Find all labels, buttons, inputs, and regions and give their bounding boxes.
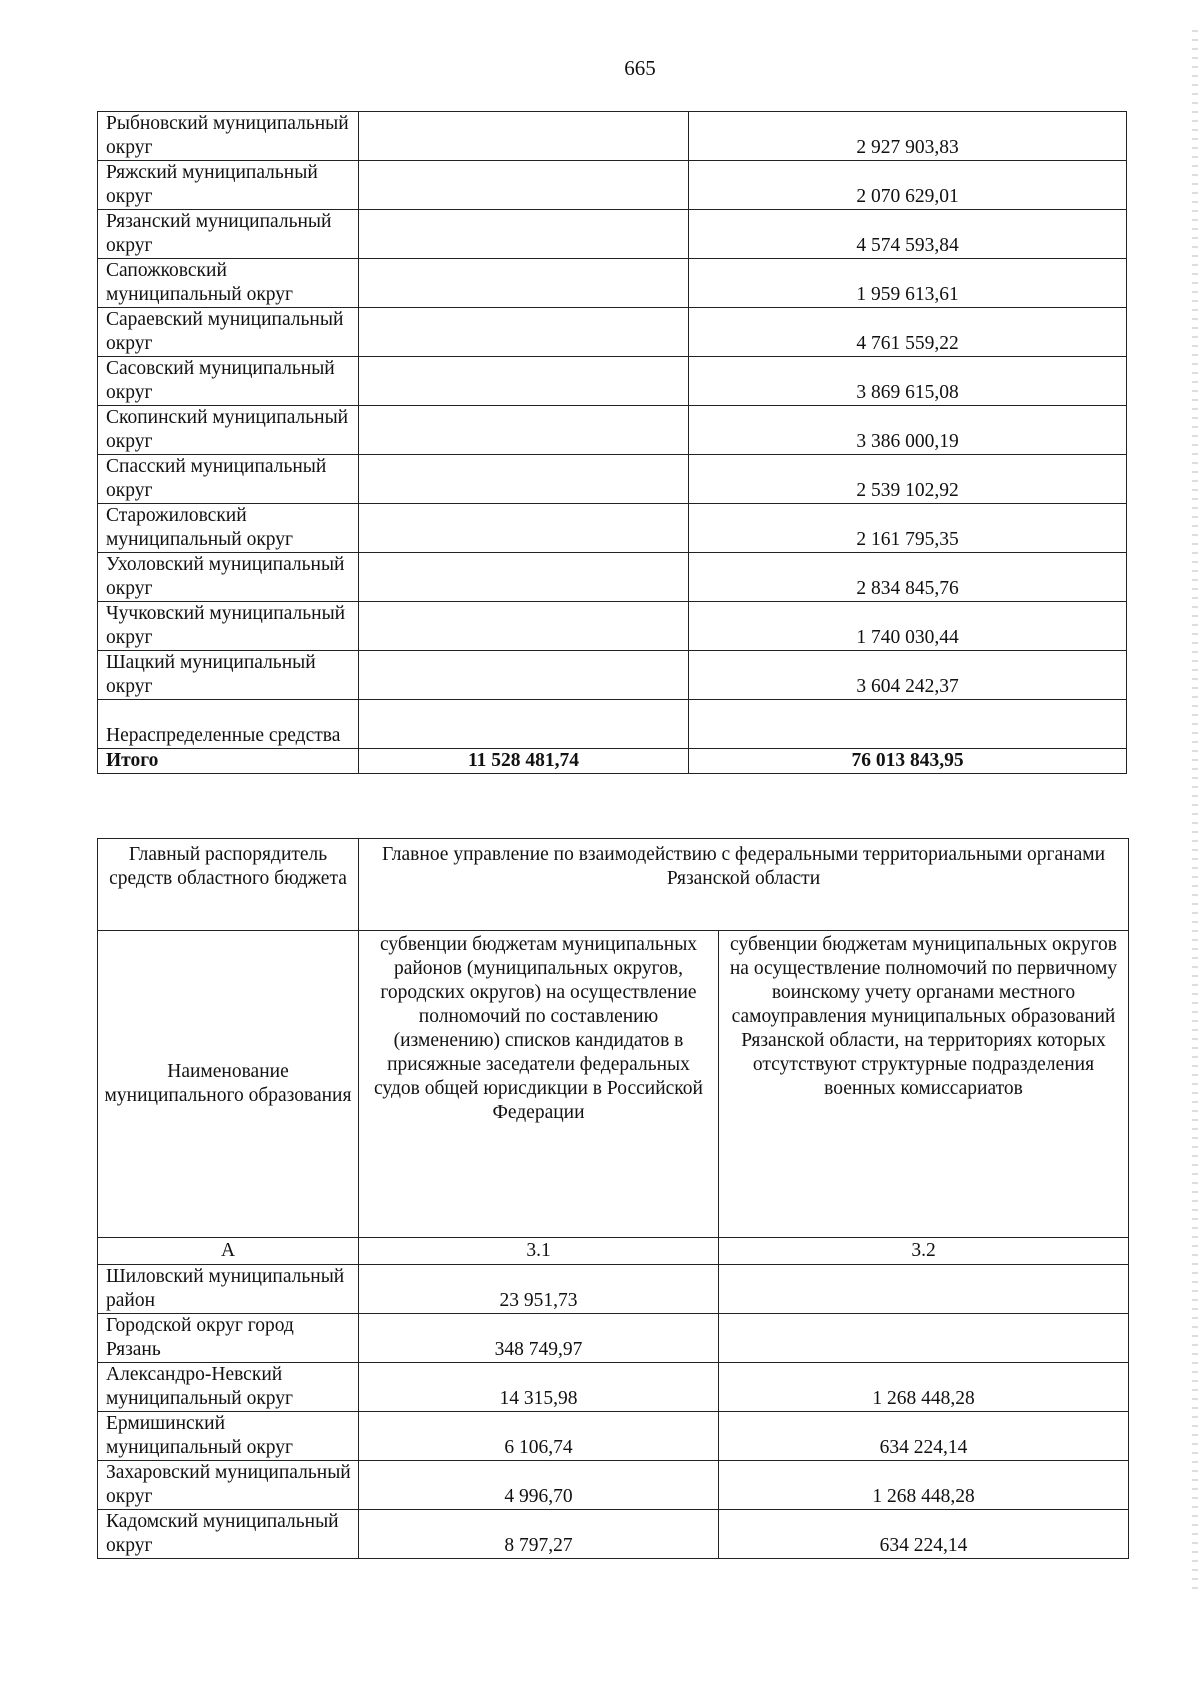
table-row — [98, 651, 1127, 700]
municipality-name: Нераспределенные средства — [98, 700, 359, 749]
amount-col-3-1: 8 797,27 — [359, 1510, 719, 1559]
amount-col1 — [359, 357, 689, 406]
municipality-name: Сапожковский муниципальный округ — [98, 259, 359, 308]
amount-col2: 2 539 102,92 — [689, 455, 1127, 504]
amount-col-3-2: 1 268 448,28 — [719, 1461, 1129, 1510]
amount-col1 — [359, 602, 689, 651]
table-row — [98, 700, 1127, 749]
total-col1: 11 528 481,74 — [359, 749, 689, 774]
table-row — [98, 357, 1127, 406]
amount-col2: 3 604 242,37 — [689, 651, 1127, 700]
amount-col-3-2 — [719, 1265, 1129, 1314]
subvention-table — [97, 838, 1129, 1559]
amount-col2: 3 386 000,19 — [689, 406, 1127, 455]
amount-col-3-2: 634 224,14 — [719, 1412, 1129, 1461]
table-row — [98, 259, 1127, 308]
total-label: Итого — [98, 749, 359, 774]
table-row — [98, 1461, 1129, 1510]
table-row — [98, 112, 1127, 161]
amount-col2 — [689, 700, 1127, 749]
amount-col-3-1: 23 951,73 — [359, 1265, 719, 1314]
table-row — [98, 1363, 1129, 1412]
distributor-label: Главный распорядитель средств областного бюджета — [98, 839, 359, 931]
municipality-name: Кадомский муниципальный округ — [98, 1510, 359, 1559]
distributor-value: Главное управление по взаимодействию с федеральными территориальными органами Рязанской области — [359, 839, 1129, 931]
municipality-name: Ряжский муниципальный округ — [98, 161, 359, 210]
column-code-a: А — [98, 1238, 359, 1265]
table-row — [98, 455, 1127, 504]
amount-col2: 2 161 795,35 — [689, 504, 1127, 553]
name-column-header: Наименование муниципального образования — [98, 931, 359, 1238]
amount-col1 — [359, 553, 689, 602]
amount-col1 — [359, 308, 689, 357]
municipality-name: Сараевский муниципальный округ — [98, 308, 359, 357]
amount-col-3-2 — [719, 1314, 1129, 1363]
table-row — [98, 1412, 1129, 1461]
municipality-name: Рыбновский муниципальный округ — [98, 112, 359, 161]
allocation-table-continued — [97, 111, 1127, 774]
table-row — [98, 210, 1127, 259]
table-row — [98, 1265, 1129, 1314]
amount-col1 — [359, 455, 689, 504]
municipality-name: Александро-Невский муниципальный округ — [98, 1363, 359, 1412]
table-row — [98, 406, 1127, 455]
municipality-name: Старожиловский муниципальный округ — [98, 504, 359, 553]
municipality-name: Городской округ город Рязань — [98, 1314, 359, 1363]
table-row — [98, 553, 1127, 602]
municipality-name: Захаровский муниципальный округ — [98, 1461, 359, 1510]
amount-col1 — [359, 700, 689, 749]
amount-col2: 2 834 845,76 — [689, 553, 1127, 602]
amount-col-3-1: 348 749,97 — [359, 1314, 719, 1363]
column-code-3-2: 3.2 — [719, 1238, 1129, 1265]
amount-col-3-2: 1 268 448,28 — [719, 1363, 1129, 1412]
amount-col2: 4 574 593,84 — [689, 210, 1127, 259]
header-row-columns — [98, 931, 1129, 1238]
table-row — [98, 1510, 1129, 1559]
amount-col1 — [359, 651, 689, 700]
column-3-1-header: субвенции бюджетам муниципальных районов (муниципальных округов, городских округов) на осуществление полномочий по составлению (изменению) списков кандидатов в присяжные заседатели федеральных судов общей юрисдикции в Российской Федерации — [359, 931, 719, 1238]
municipality-name: Ермишинский муниципальный округ — [98, 1412, 359, 1461]
table-row — [98, 161, 1127, 210]
total-row — [98, 749, 1127, 774]
amount-col1 — [359, 210, 689, 259]
municipality-name: Сасовский муниципальный округ — [98, 357, 359, 406]
amount-col-3-2: 634 224,14 — [719, 1510, 1129, 1559]
amount-col1 — [359, 112, 689, 161]
amount-col2: 2 927 903,83 — [689, 112, 1127, 161]
page-number: 665 — [624, 56, 656, 80]
table-row — [98, 504, 1127, 553]
table-row — [98, 308, 1127, 357]
total-col2: 76 013 843,95 — [689, 749, 1127, 774]
amount-col2: 1 740 030,44 — [689, 602, 1127, 651]
table-row — [98, 1314, 1129, 1363]
table-row — [98, 602, 1127, 651]
header-row-distributor — [98, 839, 1129, 931]
municipality-name: Ухоловский муниципальный округ — [98, 553, 359, 602]
header-row-codes — [98, 1238, 1129, 1265]
amount-col2: 1 959 613,61 — [689, 259, 1127, 308]
amount-col1 — [359, 504, 689, 553]
column-3-2-header: субвенции бюджетам муниципальных округов на осуществление полномочий по первичному воинскому учету органами местного самоуправления муниципальных образований Рязанской области, на территориях которых отсутствуют структурные подразделения военных комиссариатов — [719, 931, 1129, 1238]
column-code-3-1: 3.1 — [359, 1238, 719, 1265]
amount-col-3-1: 14 315,98 — [359, 1363, 719, 1412]
municipality-name: Спасский муниципальный округ — [98, 455, 359, 504]
municipality-name: Рязанский муниципальный округ — [98, 210, 359, 259]
municipality-name: Скопинский муниципальный округ — [98, 406, 359, 455]
amount-col1 — [359, 259, 689, 308]
amount-col2: 2 070 629,01 — [689, 161, 1127, 210]
amount-col1 — [359, 406, 689, 455]
municipality-name: Шиловский муниципальный район — [98, 1265, 359, 1314]
amount-col2: 3 869 615,08 — [689, 357, 1127, 406]
amount-col-3-1: 4 996,70 — [359, 1461, 719, 1510]
scan-edge-artifact — [1192, 30, 1198, 1590]
municipality-name: Чучковский муниципальный округ — [98, 602, 359, 651]
municipality-name: Шацкий муниципальный округ — [98, 651, 359, 700]
amount-col-3-1: 6 106,74 — [359, 1412, 719, 1461]
amount-col2: 4 761 559,22 — [689, 308, 1127, 357]
amount-col1 — [359, 161, 689, 210]
